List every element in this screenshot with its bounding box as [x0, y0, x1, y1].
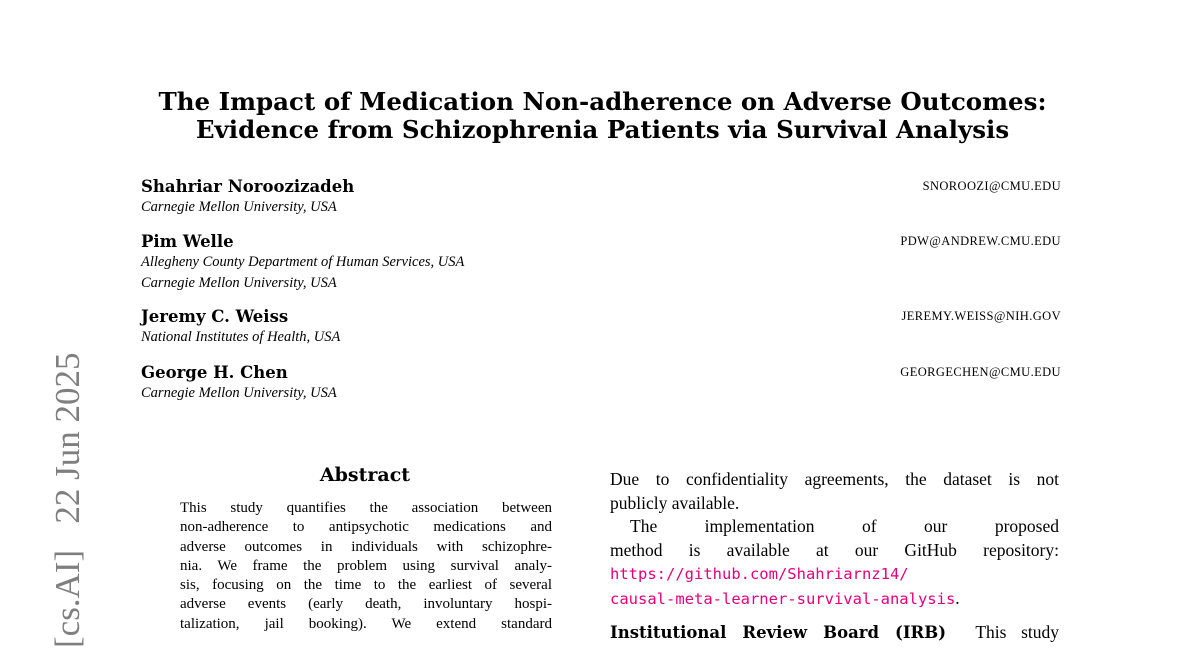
- github-link-line-1: [610, 562, 1059, 587]
- abstract-line: non-adherence to antipsychotic medications and: [180, 519, 552, 536]
- abstract-line: This study quantifies the association between: [180, 500, 552, 516]
- body-line: The implementation of our proposed: [630, 516, 1059, 536]
- author-affiliation: Carnegie Mellon University, USA: [141, 385, 337, 401]
- author-block-2: [141, 232, 1061, 294]
- irb-text: This study: [975, 622, 1059, 642]
- author-affiliation: National Institutes of Health, USA: [141, 329, 341, 345]
- github-link-line-2: [610, 587, 1059, 612]
- author-affiliation: Carnegie Mellon University, USA: [141, 199, 337, 215]
- github-link[interactable]: https://github.com/Shahriarnz14/: [610, 565, 909, 583]
- title-line-2: Evidence from Schizophrenia Patients via Survival Analysis: [195, 115, 1010, 144]
- title-line-1: The Impact of Medication Non-adherence on Adverse Outcomes:: [158, 87, 1047, 116]
- arxiv-identifier-stamp: [cs.AI] 22 Jun 2025: [48, 352, 87, 648]
- author-block-4: [141, 363, 1061, 404]
- author-name: George H. Chen: [141, 363, 288, 382]
- github-link[interactable]: causal-meta-learner-survival-analysis: [610, 589, 956, 608]
- abstract-line: nia. We frame the problem using survival analy-: [180, 557, 552, 574]
- author-affiliation: Carnegie Mellon University, USA: [141, 275, 337, 291]
- author-name: Pim Welle: [141, 232, 234, 251]
- author-name: Jeremy C. Weiss: [141, 307, 289, 326]
- author-email[interactable]: GEORGECHEN@CMU.EDU: [900, 365, 1061, 379]
- irb-heading: Institutional Review Board (IRB): [610, 623, 947, 642]
- author-block-3: [141, 307, 1061, 348]
- author-block-1: [141, 177, 1061, 218]
- abstract-line: talization, jail booking). We extend standard: [180, 615, 552, 632]
- author-email[interactable]: PDW@ANDREW.CMU.EDU: [900, 234, 1061, 248]
- author-email[interactable]: JEREMY.WEISS@NIH.GOV: [901, 309, 1061, 323]
- abstract-line: sis, focusing on the time to the earliest of several: [180, 577, 552, 594]
- author-affiliation: Allegheny County Department of Human Services, USA: [141, 254, 465, 270]
- abstract-body: [180, 499, 552, 634]
- abstract-line: adverse events (early death, involuntary hospi-: [180, 596, 552, 613]
- link-suffix: .: [955, 587, 960, 608]
- author-name: Shahriar Noroozizadeh: [141, 177, 355, 196]
- body-line: publicly available.: [610, 492, 740, 513]
- abstract-heading: Abstract: [319, 464, 411, 486]
- paper-title: [100, 88, 1105, 144]
- right-column-text: [610, 468, 1059, 645]
- irb-paragraph: [610, 621, 1059, 645]
- author-email[interactable]: SNOROOZI@CMU.EDU: [922, 179, 1061, 193]
- abstract-line: adverse outcomes in individuals with schizophre-: [180, 538, 552, 555]
- body-line: Due to confidentiality agreements, the dataset is not: [610, 469, 1059, 489]
- body-line: method is available at our GitHub repository:: [610, 539, 1059, 560]
